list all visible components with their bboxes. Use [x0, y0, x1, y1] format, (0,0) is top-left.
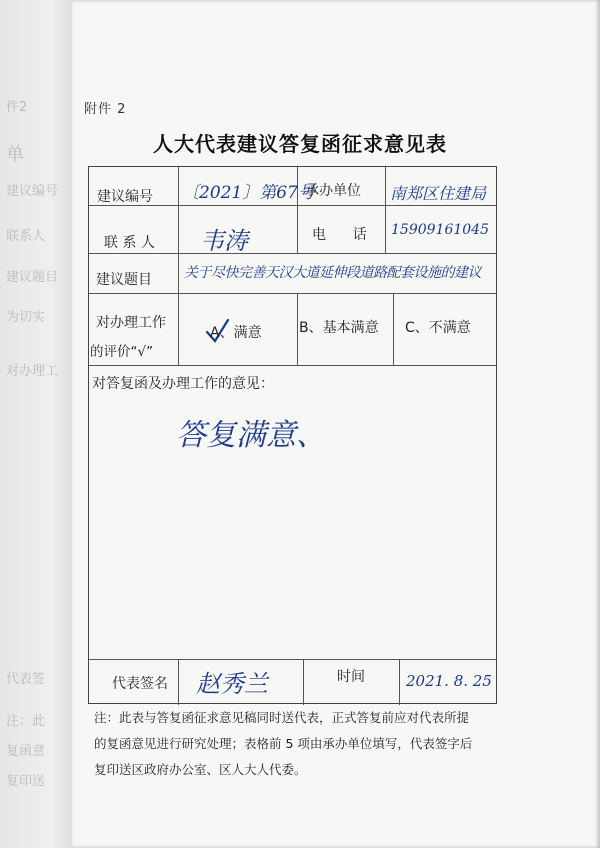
- undertaking-unit-value: 南郑区住建局: [390, 184, 487, 203]
- proposal-topic-label: 建议题目: [96, 272, 152, 288]
- ghost-text: 联系人: [6, 229, 46, 244]
- proposal-number-label: 建议编号: [97, 189, 153, 205]
- contact-person-value: 韦涛: [200, 227, 248, 255]
- ghost-text: 复印送: [6, 774, 46, 789]
- column-divider: [399, 659, 400, 705]
- evaluation-option-satisfied[interactable]: A、满意: [210, 325, 262, 341]
- contact-person-label: 联 系 人: [104, 235, 155, 251]
- ghost-text: 单: [6, 144, 24, 165]
- evaluation-label-line1: 对办理工作: [96, 315, 166, 331]
- time-value: 2021. 8. 25: [406, 672, 492, 690]
- column-divider: [303, 659, 304, 705]
- page-title: 人大代表建议答复函征求意见表: [153, 132, 447, 156]
- evaluation-option-basically-satisfied[interactable]: B、基本满意: [299, 320, 379, 336]
- ghost-text: 复函意: [6, 744, 46, 759]
- note-line-2: 的复函意见进行研究处理；表格前 5 项由承办单位填写，代表签字后: [94, 736, 473, 751]
- column-divider: [178, 167, 179, 365]
- ghost-text: 建议编号: [6, 184, 59, 199]
- row-divider: [89, 293, 496, 294]
- evaluation-option-unsatisfied[interactable]: C、不满意: [405, 320, 471, 336]
- phone-label: 电 话: [312, 227, 367, 243]
- row-divider: [89, 365, 496, 366]
- signature-value: 赵秀兰: [196, 670, 268, 698]
- column-divider: [297, 293, 298, 365]
- opinion-value: 答复满意、: [176, 418, 326, 453]
- ghost-text: 件2: [6, 100, 28, 115]
- column-divider: [393, 293, 394, 365]
- undertaking-unit-label: 承办单位: [305, 183, 361, 199]
- ghost-text: 代表签: [6, 672, 46, 687]
- column-divider: [178, 659, 179, 705]
- row-divider: [89, 659, 496, 660]
- note-line-1: 注：此表与答复函征求意见稿同时送代表，正式答复前应对代表所提: [94, 710, 470, 725]
- phone-value: 15909161045: [391, 222, 489, 238]
- ghost-text: 建议题目: [6, 270, 59, 285]
- proposal-number-value: 〔2021〕第67号: [182, 183, 315, 203]
- opinion-label: 对答复函及办理工作的意见：: [92, 376, 274, 392]
- proposal-topic-value: 关于尽快完善天汉大道延伸段道路配套设施的建议: [184, 265, 481, 281]
- attachment-label: 附件 2: [84, 102, 127, 117]
- ghost-text: 注：此: [6, 714, 46, 729]
- time-label: 时间: [337, 669, 365, 685]
- ghost-text: 对办理工: [6, 364, 59, 379]
- signature-label: 代表签名: [112, 676, 168, 692]
- evaluation-label-line2: 的评价“√”: [90, 344, 154, 360]
- column-divider: [385, 167, 386, 253]
- note-line-3: 复印送区政府办公室、区人大人代委。: [94, 762, 307, 777]
- ghost-text: 为切实: [6, 310, 46, 325]
- row-divider: [89, 253, 496, 254]
